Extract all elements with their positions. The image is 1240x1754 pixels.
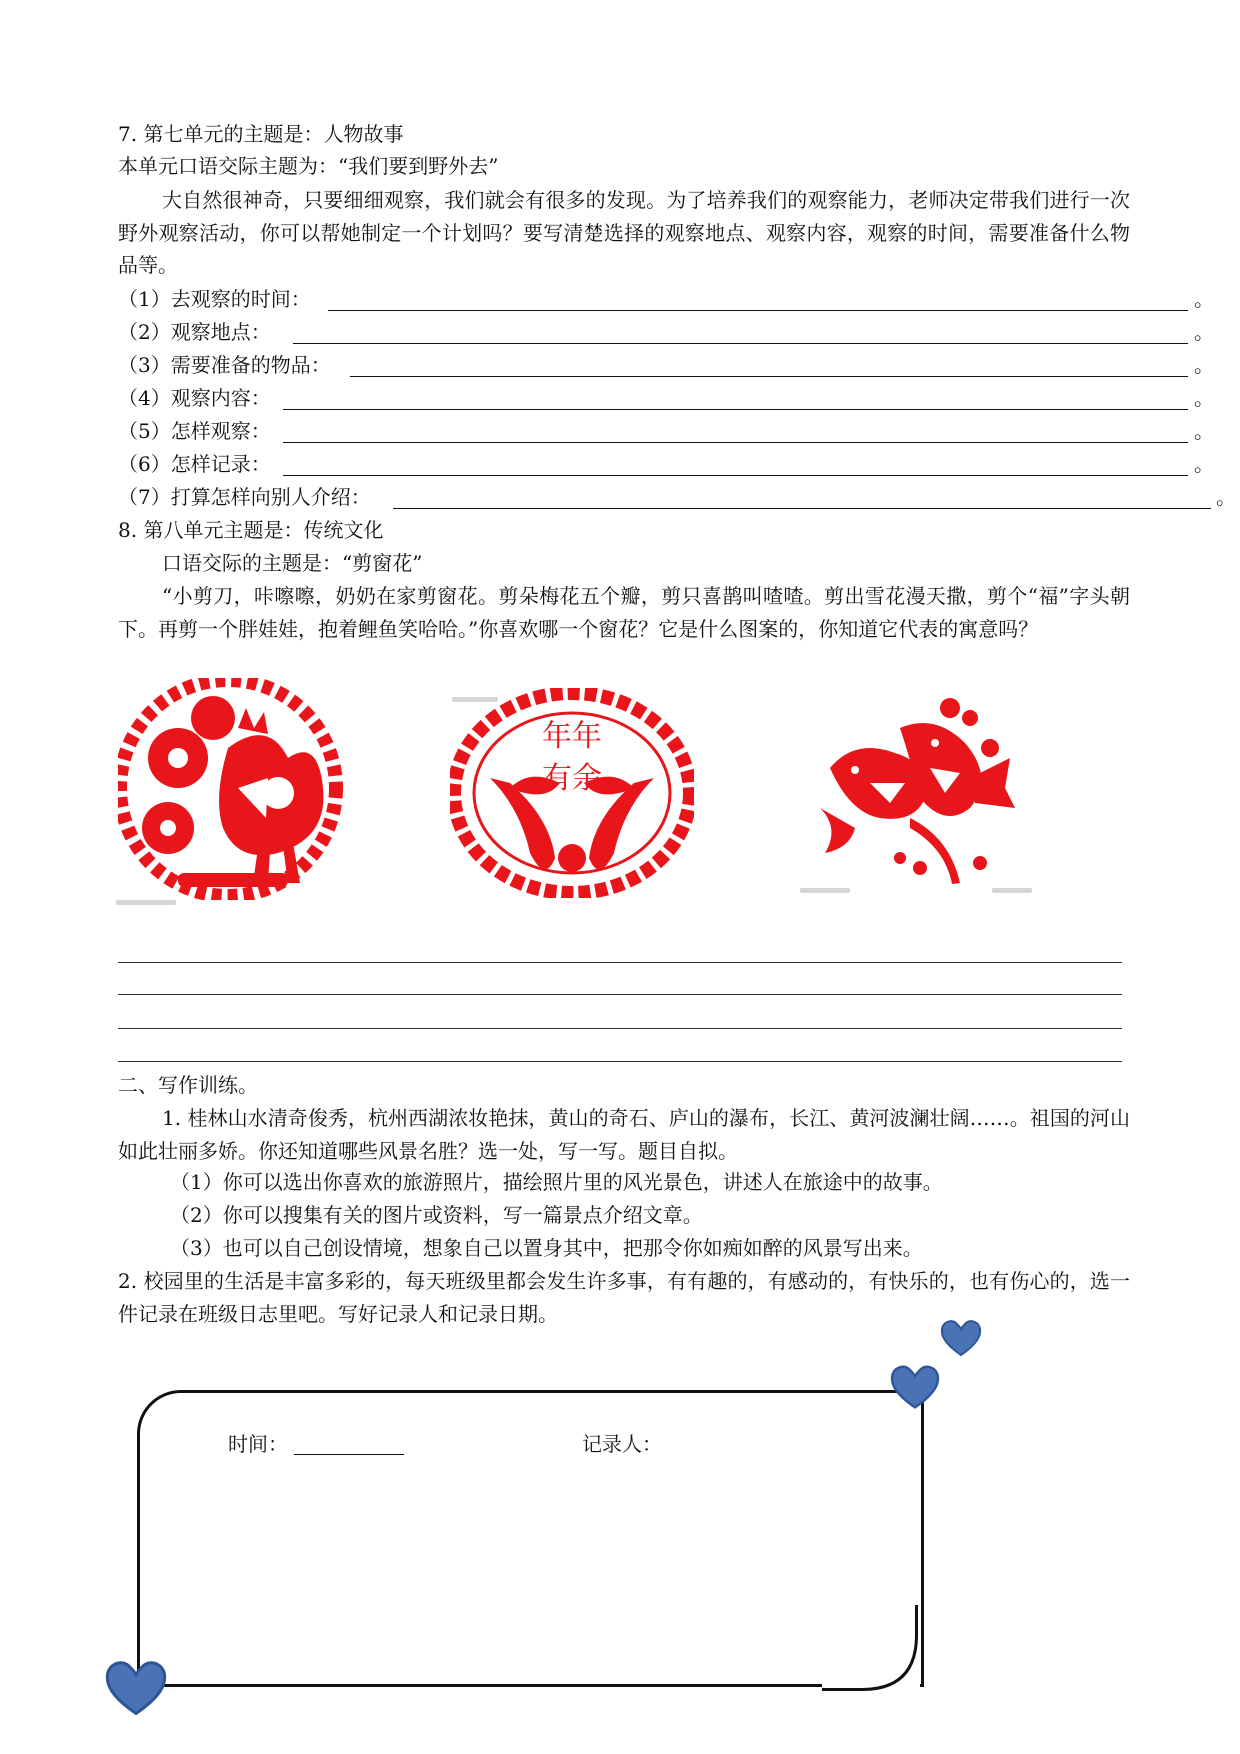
plan-item-introduce (118, 481, 1236, 513)
log-recorder-label: 记录人： (582, 1432, 662, 1456)
writing-task1: 1. 桂林山水清奇俊秀，杭州西湖浓妆艳抹，黄山的奇石、庐山的瀑布，长江、黄河波澜壮阔……。祖国的河山如此壮丽多娇。你还知道哪些风景名胜？选一处，写一写。题目自拟。 (118, 1106, 1130, 1163)
birds-papercut-image (810, 688, 1020, 888)
period-mark: 。 (1216, 485, 1236, 509)
writing-heading: 二、写作训练。 (118, 1073, 258, 1097)
answer-line[interactable] (118, 1061, 1122, 1062)
plan-item-label: （5）怎样观察： (118, 419, 271, 443)
writing-option-2: （2）你可以搜集有关的图片或资料，写一篇景点介绍文章。 (170, 1203, 703, 1227)
answer-blank[interactable] (283, 442, 1188, 443)
log-box-corner (822, 1605, 920, 1693)
plan-item-label: （6）怎样记录： (118, 452, 271, 476)
plan-item-location (118, 316, 1214, 348)
rooster-papercut-image (118, 678, 348, 900)
plan-item-label: （7）打算怎样向别人介绍： (118, 485, 371, 509)
heart-icon (888, 1363, 942, 1411)
plan-item-supplies (118, 349, 1214, 381)
image-watermark (452, 697, 498, 702)
papercut-text-bottom: 有余 (542, 761, 602, 796)
plan-item-label: （1）去观察的时间： (118, 287, 311, 311)
image-watermark (116, 900, 176, 905)
writing-option-1: （1）你可以选出你喜欢的旅游照片，描绘照片里的风光景色，讲述人在旅途中的故事。 (170, 1170, 943, 1194)
writing-task2: 2. 校园里的生活是丰富多彩的，每天班级里都会发生许多事，有有趣的，有感动的，有快乐的，也有伤心的，选一件记录在班级日志里吧。写好记录人和记录日期。 (118, 1269, 1130, 1326)
section8-theme: 口语交际的主题是：“剪窗花” (162, 551, 423, 575)
period-mark: 。 (1194, 320, 1214, 344)
period-mark: 。 (1194, 452, 1214, 476)
plan-item-label: （3）需要准备的物品： (118, 353, 331, 377)
period-mark: 。 (1194, 353, 1214, 377)
answer-blank[interactable] (393, 508, 1211, 509)
answer-blank[interactable] (283, 475, 1188, 476)
answer-blank[interactable] (293, 343, 1188, 344)
log-time-input[interactable] (294, 1454, 404, 1455)
writing-option-3: （3）也可以自己创设情境，想象自己以置身其中，把那令你如痴如醉的风景写出来。 (170, 1236, 923, 1260)
plan-item-label: （2）观察地点： (118, 320, 271, 344)
papercut-text-top: 年年 (542, 719, 602, 754)
section8-paragraph: “小剪刀，咔嚓嚓，奶奶在家剪窗花。剪朵梅花五个瓣，剪只喜鹊叫喳喳。剪出雪花漫天撒，剪个“福”字头朝下。再剪一个胖娃娃，抱着鲤鱼笑哈哈。”你喜欢哪一个窗花？它是什么图案的，你知道它代表的寓意吗？ (118, 584, 1130, 641)
fish-papercut-image (450, 688, 694, 898)
section8-heading: 8. 第八单元主题是：传统文化 (118, 518, 384, 542)
log-time-label: 时间： (228, 1432, 288, 1456)
answer-line[interactable] (118, 994, 1122, 995)
image-watermark (800, 888, 850, 893)
plan-item-content (118, 382, 1214, 414)
plan-item-label: （4）观察内容： (118, 386, 271, 410)
answer-line[interactable] (118, 962, 1122, 963)
plan-item-method (118, 415, 1214, 447)
plan-item-record (118, 448, 1214, 480)
heart-icon (939, 1318, 983, 1358)
section7-paragraph: 大自然很神奇，只要细细观察，我们就会有很多的发现。为了培养我们的观察能力，老师决定带我们进行一次野外观察活动，你可以帮她制定一个计划吗？要写清楚选择的观察地点、观察内容，观察的时间，需要准备什么物品等。 (118, 188, 1130, 277)
answer-blank[interactable] (283, 409, 1188, 410)
section7-theme: 本单元口语交际主题为：“我们要到野外去” (118, 154, 499, 178)
period-mark: 。 (1194, 287, 1214, 311)
image-watermark (992, 888, 1032, 893)
period-mark: 。 (1194, 386, 1214, 410)
answer-blank[interactable] (328, 310, 1188, 311)
section7-heading: 7. 第七单元的主题是：人物故事 (118, 122, 404, 146)
answer-blank[interactable] (350, 376, 1188, 377)
answer-line[interactable] (118, 1028, 1122, 1029)
plan-item-time (118, 283, 1214, 315)
heart-icon (103, 1658, 169, 1718)
period-mark: 。 (1194, 419, 1214, 443)
